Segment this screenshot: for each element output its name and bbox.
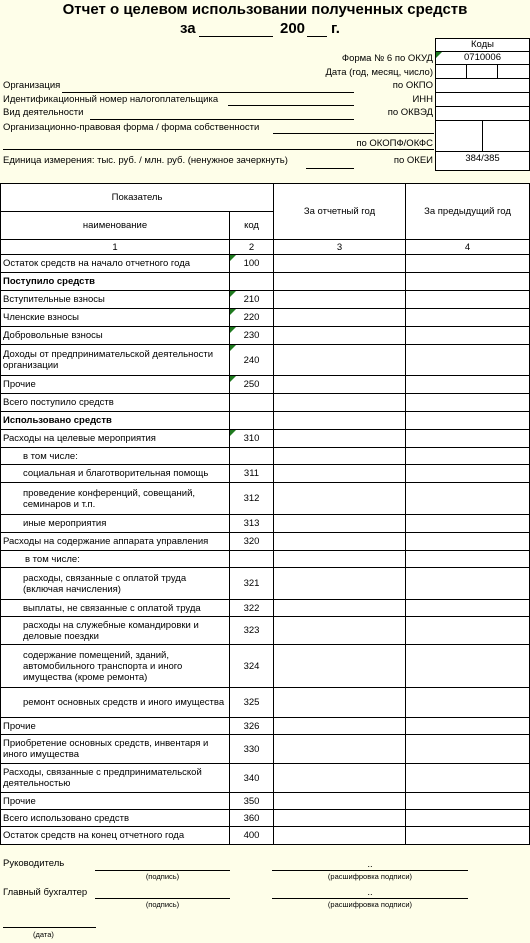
value-previous[interactable]	[406, 394, 530, 412]
value-current[interactable]	[274, 376, 406, 394]
report-title: Отчет о целевом использовании полученных средств	[62, 1, 468, 18]
activity-label: Вид деятельности	[3, 107, 84, 118]
cell-marker-icon	[436, 52, 442, 58]
legal-form-field[interactable]	[273, 133, 434, 134]
row-name: Всего использовано средств	[1, 810, 230, 827]
table-row	[1, 793, 530, 810]
value-previous[interactable]	[406, 764, 530, 793]
row-name: иные мероприятия	[1, 515, 230, 533]
row-name: Расходы на содержание аппарата управления	[1, 533, 230, 551]
chief-accountant-signature-field[interactable]	[95, 898, 230, 899]
table-row	[1, 309, 530, 327]
legal-form-field-2[interactable]	[3, 149, 434, 150]
cell-marker-icon	[230, 345, 236, 351]
row-name: Прочие	[1, 793, 230, 810]
cell-marker-icon	[230, 430, 236, 436]
value-previous[interactable]	[406, 600, 530, 617]
okpo-label: по ОКПО	[392, 80, 433, 91]
value-current[interactable]	[274, 793, 406, 810]
row-code: 340	[230, 764, 274, 793]
row-name: Остаток средств на конец отчетного года	[1, 827, 230, 845]
value-current[interactable]	[274, 600, 406, 617]
cell-marker-icon	[230, 376, 236, 382]
value-current[interactable]	[274, 327, 406, 345]
table-row	[1, 810, 530, 827]
table-row	[1, 345, 530, 376]
header-current-year: За отчетный год	[274, 184, 406, 240]
row-code: 312	[230, 483, 274, 515]
value-current[interactable]	[274, 718, 406, 735]
okved-label: по ОКВЭД	[387, 107, 433, 118]
head-signature-caption: (подпись)	[145, 872, 180, 881]
col-number-3: 3	[274, 240, 406, 255]
row-code: 324	[230, 645, 274, 688]
okei-code-value[interactable]: 384/385	[465, 153, 500, 164]
row-name: социальная и благотворительная помощь	[1, 465, 230, 483]
row-name: Приобретение основных средств, инвентаря и иного имущества	[1, 735, 230, 764]
value-current[interactable]	[274, 430, 406, 448]
value-previous[interactable]	[406, 448, 530, 465]
value-current[interactable]	[274, 483, 406, 515]
row-code: 326	[230, 718, 274, 735]
header-name: наименование	[1, 212, 230, 240]
organization-field[interactable]	[62, 92, 354, 93]
table-row	[1, 273, 530, 291]
head-decode-caption: (расшифровка подписи)	[327, 872, 413, 881]
row-name: Доходы от предпринимательской деятельности организации	[1, 345, 230, 376]
organization-label: Организация	[3, 80, 61, 91]
value-current[interactable]	[274, 827, 406, 845]
table-row	[1, 483, 530, 515]
table-row	[1, 515, 530, 533]
chief-accountant-decode-caption: (расшифровка подписи)	[327, 900, 413, 909]
report-table	[0, 183, 530, 845]
table-row	[1, 327, 530, 345]
value-current[interactable]	[274, 255, 406, 273]
table-row	[1, 764, 530, 793]
value-previous[interactable]	[406, 793, 530, 810]
value-previous[interactable]	[406, 810, 530, 827]
value-current[interactable]	[274, 345, 406, 376]
row-name: Прочие	[1, 376, 230, 394]
value-previous[interactable]	[406, 718, 530, 735]
col-number-4: 4	[406, 240, 530, 255]
value-current[interactable]	[274, 448, 406, 465]
value-previous[interactable]	[406, 483, 530, 515]
year-prefix: 200	[280, 20, 306, 37]
inn-label: ИНН	[412, 94, 433, 105]
table-row	[1, 533, 530, 551]
value-current[interactable]	[274, 291, 406, 309]
cell-marker-icon	[230, 291, 236, 297]
year-suffix: г.	[331, 20, 340, 37]
row-name: ремонт основных средств и иного имущества	[1, 688, 230, 718]
row-name: в том числе:	[1, 448, 230, 465]
row-code	[230, 551, 274, 568]
row-name: Членские взносы	[1, 309, 230, 327]
value-previous[interactable]	[406, 551, 530, 568]
date-label: Дата (год, месяц, число)	[325, 67, 433, 78]
chief-accountant-label: Главный бухгалтер	[3, 887, 88, 898]
row-name: Расходы, связанные с предпринимательской деятельностью	[1, 764, 230, 793]
row-code: 250	[243, 379, 260, 390]
row-code: 220	[243, 312, 260, 323]
value-previous[interactable]	[406, 376, 530, 394]
chief-accountant-decode-field[interactable]	[272, 898, 468, 899]
row-code: 310	[243, 433, 260, 444]
row-code: 240	[243, 354, 260, 366]
table-row	[1, 465, 530, 483]
period-prefix: за	[180, 20, 196, 37]
table-row	[1, 412, 530, 430]
row-name: Прочие	[1, 718, 230, 735]
value-previous[interactable]	[406, 291, 530, 309]
row-code	[230, 273, 274, 291]
row-code: 360	[230, 810, 274, 827]
table-row	[1, 645, 530, 688]
table-row	[1, 617, 530, 645]
okopf-okfs-label: по ОКОПФ/ОКФС	[356, 138, 433, 149]
table-row	[1, 600, 530, 617]
row-code	[230, 448, 274, 465]
codes-box-title: Коды	[471, 39, 494, 50]
table-row	[1, 688, 530, 718]
row-code: 210	[243, 294, 260, 305]
value-previous[interactable]	[406, 735, 530, 764]
row-name: Использовано средств	[1, 412, 230, 430]
value-previous[interactable]	[406, 688, 530, 718]
okei-label: по ОКЕИ	[393, 155, 433, 166]
date-field[interactable]	[3, 927, 96, 928]
value-current[interactable]	[274, 309, 406, 327]
row-name: расходы, связанные с оплатой труда (включая начисления)	[1, 568, 230, 600]
inn-long-label: Идентификационный номер налогоплательщика	[3, 94, 219, 105]
table-row	[1, 827, 530, 845]
value-current[interactable]	[274, 394, 406, 412]
row-code: 323	[230, 617, 274, 645]
row-name: в том числе:	[1, 551, 230, 568]
row-name: Добровольные взносы	[1, 327, 230, 345]
okud-code-value[interactable]: 0710006	[464, 52, 501, 63]
value-previous[interactable]	[406, 827, 530, 845]
activity-field[interactable]	[90, 119, 354, 120]
row-name: Поступило средств	[1, 273, 230, 291]
value-previous[interactable]	[406, 412, 530, 430]
value-previous[interactable]	[406, 273, 530, 291]
value-previous[interactable]	[406, 430, 530, 448]
row-code	[230, 394, 274, 412]
value-previous[interactable]	[406, 515, 530, 533]
value-current[interactable]	[274, 515, 406, 533]
col-number-1: 1	[1, 240, 230, 255]
row-name: выплаты, не связанные с оплатой труда	[1, 600, 230, 617]
header-indicator: Показатель	[1, 184, 274, 212]
row-name: проведение конференций, совещаний, семинаров и т.п.	[1, 483, 230, 515]
value-current[interactable]	[274, 764, 406, 793]
row-code: 320	[230, 533, 274, 551]
value-previous[interactable]	[406, 568, 530, 600]
cell-marker-icon	[230, 255, 236, 261]
row-code: 321	[230, 568, 274, 600]
row-code: 400	[230, 827, 274, 845]
table-row	[1, 448, 530, 465]
value-current[interactable]	[274, 533, 406, 551]
row-code: 311	[230, 465, 274, 483]
row-code: 325	[230, 688, 274, 718]
row-code: 230	[243, 330, 260, 341]
value-current[interactable]	[274, 273, 406, 291]
value-previous[interactable]	[406, 465, 530, 483]
value-current[interactable]	[274, 735, 406, 764]
value-current[interactable]	[274, 465, 406, 483]
value-previous[interactable]	[406, 345, 530, 376]
value-current[interactable]	[274, 617, 406, 645]
year-field-line[interactable]	[307, 36, 327, 37]
value-current[interactable]	[274, 645, 406, 688]
cell-marker-icon	[230, 327, 236, 333]
chief-accountant-decode-dots: ..	[367, 887, 373, 898]
value-current[interactable]	[274, 412, 406, 430]
table-row	[1, 735, 530, 764]
row-code: 313	[230, 515, 274, 533]
row-name: Вступительные взносы	[1, 291, 230, 309]
header-code: код	[230, 212, 274, 240]
row-name: Всего поступило средств	[1, 394, 230, 412]
value-previous[interactable]	[406, 255, 530, 273]
date-caption: (дата)	[33, 930, 54, 939]
row-name: содержание помещений, зданий, автомобильного транспорта и иного имущества (кроме ремонта)	[1, 645, 230, 688]
form-okud-label: Форма № 6 по ОКУД	[341, 53, 433, 64]
row-code: 100	[243, 258, 260, 269]
row-name: расходы на служебные командировки и деловые поездки	[1, 617, 230, 645]
row-name: Остаток средств на начало отчетного года	[1, 255, 230, 273]
table-row	[1, 430, 530, 448]
value-current[interactable]	[274, 568, 406, 600]
table-row	[1, 568, 530, 600]
header-previous-year: За предыдущий год	[406, 184, 530, 240]
col-number-2: 2	[230, 240, 274, 255]
period-field-line[interactable]	[199, 36, 273, 37]
inn-field[interactable]	[228, 105, 354, 106]
value-previous[interactable]	[406, 309, 530, 327]
table-row	[1, 255, 530, 273]
unit-label: Единица измерения: тыс. руб. / млн. руб. (ненужное зачеркнуть)	[3, 155, 288, 166]
value-current[interactable]	[274, 688, 406, 718]
value-previous[interactable]	[406, 645, 530, 688]
legal-form-label: Организационно-правовая форма / форма собственности	[3, 122, 260, 133]
row-code: 322	[230, 600, 274, 617]
chief-accountant-signature-caption: (подпись)	[145, 900, 180, 909]
row-code	[230, 412, 274, 430]
head-decode-dots: ..	[367, 859, 373, 870]
value-previous[interactable]	[406, 617, 530, 645]
head-signature-field[interactable]	[95, 870, 230, 871]
unit-field[interactable]	[306, 168, 354, 169]
row-code: 330	[230, 735, 274, 764]
table-row	[1, 551, 530, 568]
table-row	[1, 291, 530, 309]
head-decode-field[interactable]	[272, 870, 468, 871]
value-current[interactable]	[274, 551, 406, 568]
cell-marker-icon	[230, 309, 236, 315]
value-previous[interactable]	[406, 533, 530, 551]
table-row	[1, 376, 530, 394]
table-row	[1, 394, 530, 412]
head-label: Руководитель	[3, 858, 65, 869]
value-previous[interactable]	[406, 327, 530, 345]
table-row	[1, 718, 530, 735]
row-name: Расходы на целевые мероприятия	[1, 430, 230, 448]
value-current[interactable]	[274, 810, 406, 827]
row-code: 350	[230, 793, 274, 810]
